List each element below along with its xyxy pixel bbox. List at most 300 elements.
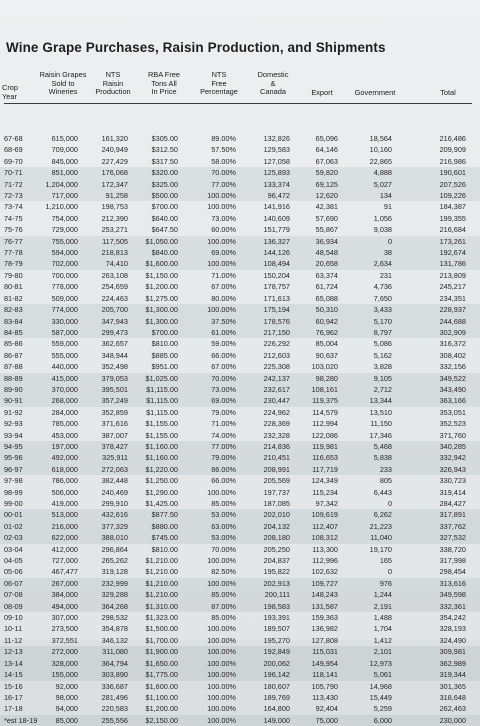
rba-price-cell: $745.00: [151, 533, 178, 543]
government-cell: 11,040: [370, 533, 392, 543]
raisin-grapes-cell: 267,000: [51, 578, 78, 588]
export-cell: 116,653: [312, 453, 338, 463]
table-row: [0, 258, 480, 269]
raisin-grapes-cell: 273,500: [51, 624, 78, 634]
government-cell: 1,704: [373, 624, 392, 634]
export-cell: 112,996: [312, 556, 338, 566]
nts-free-cell: 59.00%: [211, 339, 236, 349]
nts-production-cell: 298,532: [101, 613, 128, 623]
raisin-grapes-cell: 622,000: [51, 533, 78, 543]
nts-production-cell: 352,498: [101, 362, 128, 372]
crop-year-cell: 07-08: [4, 590, 23, 600]
table-row: [0, 532, 480, 543]
header-line: Crop: [2, 83, 19, 92]
nts-free-cell: 100.00%: [207, 259, 236, 269]
rba-price-cell: $1,900.00: [145, 647, 178, 657]
table-row: [0, 133, 480, 144]
domestic-canada-cell: 230,447: [263, 396, 290, 406]
nts-production-cell: 253,271: [101, 225, 128, 235]
rba-price-cell: $1,150.00: [145, 270, 178, 280]
export-cell: 97,342: [315, 499, 338, 508]
crop-year-cell: 83-84: [4, 316, 23, 326]
crop-year-cell: *est 18-19: [4, 715, 38, 725]
total-cell: 302,909: [439, 327, 466, 337]
domestic-canada-cell: 232,328: [263, 430, 290, 440]
export-cell: 148,243: [311, 590, 338, 600]
nts-production-cell: 299,473: [101, 327, 128, 337]
nts-production-cell: 329,288: [101, 590, 128, 600]
nts-free-cell: 71.00%: [211, 270, 236, 280]
header-line: Raisin: [102, 78, 124, 88]
table-row: [0, 418, 480, 429]
header-crop-year: [2, 84, 32, 101]
crop-year-cell: 67-68: [4, 134, 23, 143]
rba-price-cell: $1,160.00: [145, 453, 178, 463]
government-cell: 14,968: [369, 681, 392, 691]
nts-production-cell: 161,320: [101, 134, 128, 143]
crop-year-cell: 03-04: [4, 544, 23, 554]
nts-free-cell: 37.50%: [211, 316, 236, 326]
domestic-canada-cell: 225,308: [263, 362, 290, 372]
total-cell: 184,387: [439, 202, 466, 212]
table-row: [0, 213, 480, 224]
export-cell: 117,719: [312, 464, 338, 474]
raisin-grapes-cell: 615,000: [51, 134, 78, 143]
crop-year-cell: 99-00: [4, 499, 23, 508]
total-cell: 324,490: [439, 635, 466, 645]
nts-production-cell: 364,268: [101, 601, 128, 611]
nts-free-cell: 100.00%: [207, 681, 236, 691]
total-cell: 228,937: [439, 305, 466, 315]
domestic-canada-cell: 197,737: [263, 487, 290, 497]
nts-production-cell: 352,859: [101, 407, 128, 417]
table-row: [0, 156, 480, 167]
government-cell: 9,105: [373, 373, 392, 383]
export-cell: 115,031: [312, 647, 338, 657]
nts-production-cell: 198,753: [101, 202, 128, 212]
raisin-grapes-cell: 786,000: [51, 476, 78, 486]
export-cell: 64,146: [315, 145, 338, 155]
government-cell: 22,865: [369, 156, 392, 166]
total-cell: 301,365: [439, 681, 466, 691]
export-cell: 67,063: [315, 156, 338, 166]
nts-production-cell: 378,427: [101, 441, 128, 451]
domestic-canada-cell: 96,472: [267, 191, 290, 201]
crop-year-cell: 94-95: [4, 441, 23, 451]
crop-year-cell: 76-77: [4, 236, 23, 246]
domestic-canada-cell: 204,132: [263, 521, 290, 531]
rba-price-cell: $951.00: [151, 362, 178, 372]
nts-production-cell: 336,687: [101, 681, 128, 691]
total-cell: 308,402: [439, 350, 466, 360]
rba-price-cell: $1,300.00: [145, 305, 178, 315]
raisin-grapes-cell: 702,000: [51, 259, 78, 269]
government-cell: 134: [379, 191, 392, 201]
raisin-grapes-cell: 216,000: [51, 521, 78, 531]
rba-price-cell: $1,650.00: [145, 658, 178, 668]
total-cell: 216,986: [439, 156, 466, 166]
header-rba-price: [140, 71, 188, 97]
nts-production-cell: 311,080: [102, 647, 128, 657]
nts-free-cell: 100.00%: [207, 624, 236, 634]
total-cell: 313,616: [439, 578, 466, 588]
crop-year-cell: 00-01: [4, 510, 23, 520]
rba-price-cell: $1,250.00: [145, 476, 178, 486]
crop-year-cell: 09-10: [4, 613, 23, 623]
rba-price-cell: $1,155.00: [145, 430, 178, 440]
total-cell: 131,786: [439, 259, 466, 269]
nts-production-cell: 255,556: [101, 715, 128, 725]
total-cell: 109,226: [439, 191, 466, 201]
export-cell: 124,349: [311, 476, 338, 486]
nts-production-cell: 224,463: [101, 293, 128, 303]
crop-year-cell: 08-09: [4, 601, 23, 611]
nts-production-cell: 325,911: [102, 453, 128, 463]
crop-year-cell: 68-69: [4, 145, 23, 155]
table-row: [0, 555, 480, 566]
raisin-grapes-cell: 1,204,000: [45, 179, 78, 189]
export-cell: 108,312: [311, 533, 338, 543]
domestic-canada-cell: 217,150: [263, 327, 290, 337]
raisin-grapes-cell: 785,000: [51, 419, 78, 429]
nts-free-cell: 100.00%: [207, 487, 236, 497]
government-cell: 5,061: [373, 670, 392, 680]
nts-free-cell: 70.00%: [211, 373, 236, 383]
raisin-grapes-cell: 492,000: [51, 453, 78, 463]
total-cell: 244,688: [439, 316, 466, 326]
export-cell: 60,942: [315, 316, 338, 326]
total-cell: 353,051: [439, 407, 466, 417]
table-row: [0, 407, 480, 418]
nts-free-cell: 53.00%: [211, 533, 236, 543]
raisin-grapes-cell: 494,000: [51, 601, 78, 611]
export-cell: 65,088: [315, 293, 338, 303]
domestic-canada-cell: 140,609: [263, 213, 290, 223]
crop-year-cell: 11-12: [4, 635, 23, 645]
export-cell: 59,820: [315, 168, 338, 178]
crop-year-cell: 91-92: [4, 407, 23, 417]
nts-free-cell: 100.00%: [207, 647, 236, 657]
raisin-grapes-cell: 370,000: [51, 384, 78, 394]
government-cell: 38: [383, 248, 392, 258]
domestic-canada-cell: 195,822: [263, 567, 290, 577]
government-cell: 2,191: [373, 601, 392, 611]
government-cell: 2,712: [373, 384, 392, 394]
government-cell: 231: [379, 270, 392, 280]
nts-production-cell: 296,864: [101, 544, 128, 554]
total-cell: 199,355: [439, 213, 466, 223]
table-row: [0, 669, 480, 680]
table-row: [0, 509, 480, 520]
nts-production-cell: 265,262: [101, 556, 128, 566]
crop-year-cell: 93-94: [4, 430, 23, 440]
government-cell: 5,086: [373, 339, 392, 349]
rba-price-cell: $1,500.00: [145, 624, 178, 634]
crop-year-cell: 80-81: [4, 282, 23, 292]
domestic-canada-cell: 180,607: [263, 681, 290, 691]
export-cell: 113,430: [312, 692, 338, 702]
table-row: [0, 464, 480, 475]
export-cell: 98,280: [315, 373, 338, 383]
rba-price-cell: $1,115.00: [146, 407, 178, 417]
table-row: [0, 612, 480, 623]
header-raisin-grapes: [34, 71, 92, 97]
domestic-canada-cell: 178,757: [263, 282, 290, 292]
nts-production-cell: 303,890: [101, 670, 128, 680]
domestic-canada-cell: 144,126: [263, 248, 290, 258]
nts-production-cell: 299,910: [101, 499, 128, 508]
raisin-grapes-cell: 729,000: [51, 225, 78, 235]
total-cell: 349,598: [439, 590, 466, 600]
government-cell: 6,000: [373, 715, 392, 725]
header-line: Sold to: [51, 78, 75, 88]
nts-free-cell: 100.00%: [207, 658, 236, 668]
raisin-grapes-cell: 94,000: [55, 704, 78, 714]
nts-production-cell: 74,410: [105, 259, 128, 269]
government-cell: 13,344: [369, 396, 392, 406]
crop-year-cell: 96-97: [4, 464, 23, 474]
raisin-grapes-cell: 559,000: [51, 339, 78, 349]
rba-price-cell: $1,700.00: [145, 635, 178, 645]
export-cell: 115,234: [312, 487, 338, 497]
domestic-canada-cell: 208,180: [263, 533, 290, 543]
nts-free-cell: 85.00%: [211, 499, 236, 508]
nts-free-cell: 100.00%: [207, 670, 236, 680]
nts-free-cell: 77.00%: [211, 441, 236, 451]
raisin-grapes-cell: 774,000: [51, 305, 78, 315]
nts-free-cell: 53.00%: [211, 510, 236, 520]
nts-free-cell: 67.00%: [211, 362, 236, 372]
table-row: [0, 521, 480, 532]
nts-production-cell: 220,583: [101, 704, 128, 714]
raisin-grapes-cell: 754,000: [51, 213, 78, 223]
domestic-canada-cell: 189,769: [263, 692, 290, 702]
nts-free-cell: 87.00%: [211, 601, 236, 611]
table-row: [0, 715, 480, 726]
export-cell: 114,579: [312, 407, 338, 417]
export-cell: 12,620: [315, 191, 338, 201]
government-cell: 21,223: [369, 521, 392, 531]
domestic-canada-cell: 141,916: [263, 202, 290, 212]
table-row: [0, 703, 480, 714]
total-cell: 362,989: [439, 658, 466, 668]
total-cell: 262,463: [439, 704, 466, 714]
table-row: [0, 144, 480, 155]
table-row: [0, 316, 480, 327]
rba-price-cell: $320.00: [151, 168, 178, 178]
government-cell: 8,797: [373, 327, 392, 337]
nts-free-cell: 66.00%: [211, 476, 236, 486]
total-cell: 192,674: [439, 248, 466, 258]
export-cell: 76,962: [315, 327, 338, 337]
crop-year-cell: 88-89: [4, 373, 23, 383]
export-cell: 149,954: [311, 658, 338, 668]
government-cell: 0: [387, 567, 392, 577]
crop-year-cell: 81-82: [4, 293, 23, 303]
rba-price-cell: $1,210.00: [145, 578, 178, 588]
rba-price-cell: $1,600.00: [145, 681, 178, 691]
government-cell: 4,736: [373, 282, 392, 292]
export-cell: 75,000: [315, 715, 338, 725]
total-cell: 343,490: [439, 384, 466, 394]
crop-year-cell: 01-02: [4, 521, 23, 531]
rba-price-cell: $325.00: [151, 179, 178, 189]
domestic-canada-cell: 232,617: [263, 384, 290, 394]
header-line: In Price: [151, 87, 177, 97]
domestic-canada-cell: 242,137: [263, 373, 290, 383]
nts-production-cell: 362,657: [101, 339, 128, 349]
table-row: [0, 338, 480, 349]
header-line: Export: [311, 88, 333, 97]
nts-production-cell: 348,944: [101, 350, 128, 360]
table-row: [0, 236, 480, 247]
nts-free-cell: 85.00%: [211, 613, 236, 623]
raisin-grapes-cell: 415,000: [51, 373, 78, 383]
table-row: [0, 498, 480, 509]
rba-price-cell: $305.00: [151, 134, 178, 143]
export-cell: 113,300: [312, 544, 338, 554]
nts-production-cell: 432,616: [101, 510, 128, 520]
export-cell: 63,374: [315, 270, 338, 280]
table-row: [0, 646, 480, 657]
domestic-canada-cell: 208,991: [263, 464, 290, 474]
nts-free-cell: 61.00%: [211, 327, 236, 337]
table-row: [0, 167, 480, 178]
crop-year-cell: 15-16: [4, 681, 23, 691]
header-line: NTS: [105, 70, 121, 79]
domestic-canada-cell: 132,826: [263, 134, 290, 143]
raisin-grapes-cell: 509,000: [51, 293, 78, 303]
nts-production-cell: 227,429: [101, 156, 128, 166]
data-table: [0, 133, 480, 726]
table-row: [0, 201, 480, 212]
rba-price-cell: $317.50: [151, 156, 178, 166]
export-cell: 85,004: [315, 339, 338, 349]
total-cell: 352,523: [439, 419, 466, 429]
domestic-canada-cell: 127,058: [263, 156, 290, 166]
header-line: Free: [211, 78, 227, 88]
raisin-grapes-cell: 440,000: [51, 362, 78, 372]
rba-price-cell: $1,220.00: [145, 464, 178, 474]
rba-price-cell: $1,160.00: [145, 441, 178, 451]
nts-production-cell: 91,258: [105, 191, 128, 201]
nts-free-cell: 60.00%: [211, 225, 236, 235]
nts-production-cell: 240,469: [101, 487, 128, 497]
total-cell: 332,942: [439, 453, 466, 463]
nts-free-cell: 100.00%: [207, 715, 236, 725]
rba-price-cell: $810.00: [151, 339, 178, 349]
government-cell: 5,170: [373, 316, 392, 326]
nts-production-cell: 263,108: [101, 270, 128, 280]
nts-production-cell: 357,249: [101, 396, 128, 406]
domestic-canada-cell: 196,142: [263, 670, 290, 680]
nts-free-cell: 79.00%: [211, 407, 236, 417]
nts-free-cell: 58.00%: [211, 156, 236, 166]
domestic-canada-cell: 210,451: [263, 453, 290, 463]
header-line: Production: [95, 87, 131, 97]
nts-free-cell: 70.00%: [211, 168, 236, 178]
crop-year-cell: 70-71: [4, 168, 23, 178]
domestic-canada-cell: 193,391: [263, 613, 290, 623]
government-cell: 4,888: [373, 168, 392, 178]
table-row: [0, 681, 480, 692]
total-cell: 340,285: [439, 441, 466, 451]
table-row: [0, 475, 480, 486]
table-row: [0, 395, 480, 406]
crop-year-cell: 14-15: [4, 670, 23, 680]
government-cell: 6,262: [373, 510, 392, 520]
export-cell: 61,724: [315, 282, 338, 292]
government-cell: 1,488: [373, 613, 392, 623]
total-cell: 173,261: [439, 236, 466, 246]
nts-production-cell: 212,390: [101, 213, 128, 223]
nts-free-cell: 63.00%: [211, 521, 236, 531]
header-domestic-canada: [250, 71, 296, 97]
domestic-canada-cell: 136,327: [263, 236, 290, 246]
crop-year-cell: 92-93: [4, 419, 23, 429]
government-cell: 6,443: [373, 487, 392, 497]
raisin-grapes-cell: 155,000: [51, 670, 78, 680]
rba-price-cell: $1,425.00: [145, 499, 178, 508]
table-row: [0, 566, 480, 577]
domestic-canada-cell: 108,494: [263, 259, 290, 269]
nts-free-cell: 73.00%: [211, 384, 236, 394]
nts-production-cell: 117,505: [102, 236, 128, 246]
table-row: [0, 623, 480, 634]
rba-price-cell: $647.50: [151, 225, 178, 235]
raisin-grapes-cell: 330,000: [51, 316, 78, 326]
export-cell: 90,637: [315, 350, 338, 360]
domestic-canada-cell: 192,849: [263, 647, 290, 657]
nts-free-cell: 70.00%: [211, 544, 236, 554]
header-rule: [4, 103, 472, 104]
government-cell: 5,838: [373, 453, 392, 463]
raisin-grapes-cell: 384,000: [51, 590, 78, 600]
rba-price-cell: $1,210.00: [145, 556, 178, 566]
header-line: Domestic: [257, 70, 289, 79]
nts-free-cell: 73.00%: [211, 213, 236, 223]
rba-price-cell: $810.00: [151, 544, 178, 554]
nts-production-cell: 346,132: [101, 635, 128, 645]
crop-year-cell: 06-07: [4, 578, 23, 588]
rba-price-cell: $1,210.00: [145, 567, 178, 577]
rba-price-cell: $885.00: [151, 350, 178, 360]
export-cell: 109,727: [311, 578, 338, 588]
raisin-grapes-cell: 778,000: [51, 282, 78, 292]
table-row: [0, 441, 480, 452]
raisin-grapes-cell: 587,000: [51, 327, 78, 337]
rba-price-cell: $1,290.00: [145, 487, 178, 497]
export-cell: 108,161: [311, 384, 338, 394]
header-line: Percentage: [200, 87, 238, 97]
government-cell: 1,412: [373, 635, 392, 645]
rba-price-cell: $1,300.00: [145, 316, 178, 326]
rba-price-cell: $1,310.00: [145, 601, 178, 611]
crop-year-cell: 12-13: [4, 647, 23, 657]
export-cell: 159,363: [311, 613, 338, 623]
rba-price-cell: $640.00: [151, 213, 178, 223]
government-cell: 0: [387, 236, 392, 246]
nts-free-cell: 79.00%: [211, 453, 236, 463]
nts-production-cell: 347,943: [101, 316, 128, 326]
nts-production-cell: 176,068: [101, 168, 128, 178]
domestic-canada-cell: 171,613: [263, 293, 290, 303]
domestic-canada-cell: 164,800: [263, 704, 290, 714]
nts-free-cell: 69.00%: [211, 248, 236, 258]
government-cell: 2,101: [373, 647, 392, 657]
crop-year-cell: 02-03: [4, 533, 23, 543]
domestic-canada-cell: 205,250: [263, 544, 290, 554]
